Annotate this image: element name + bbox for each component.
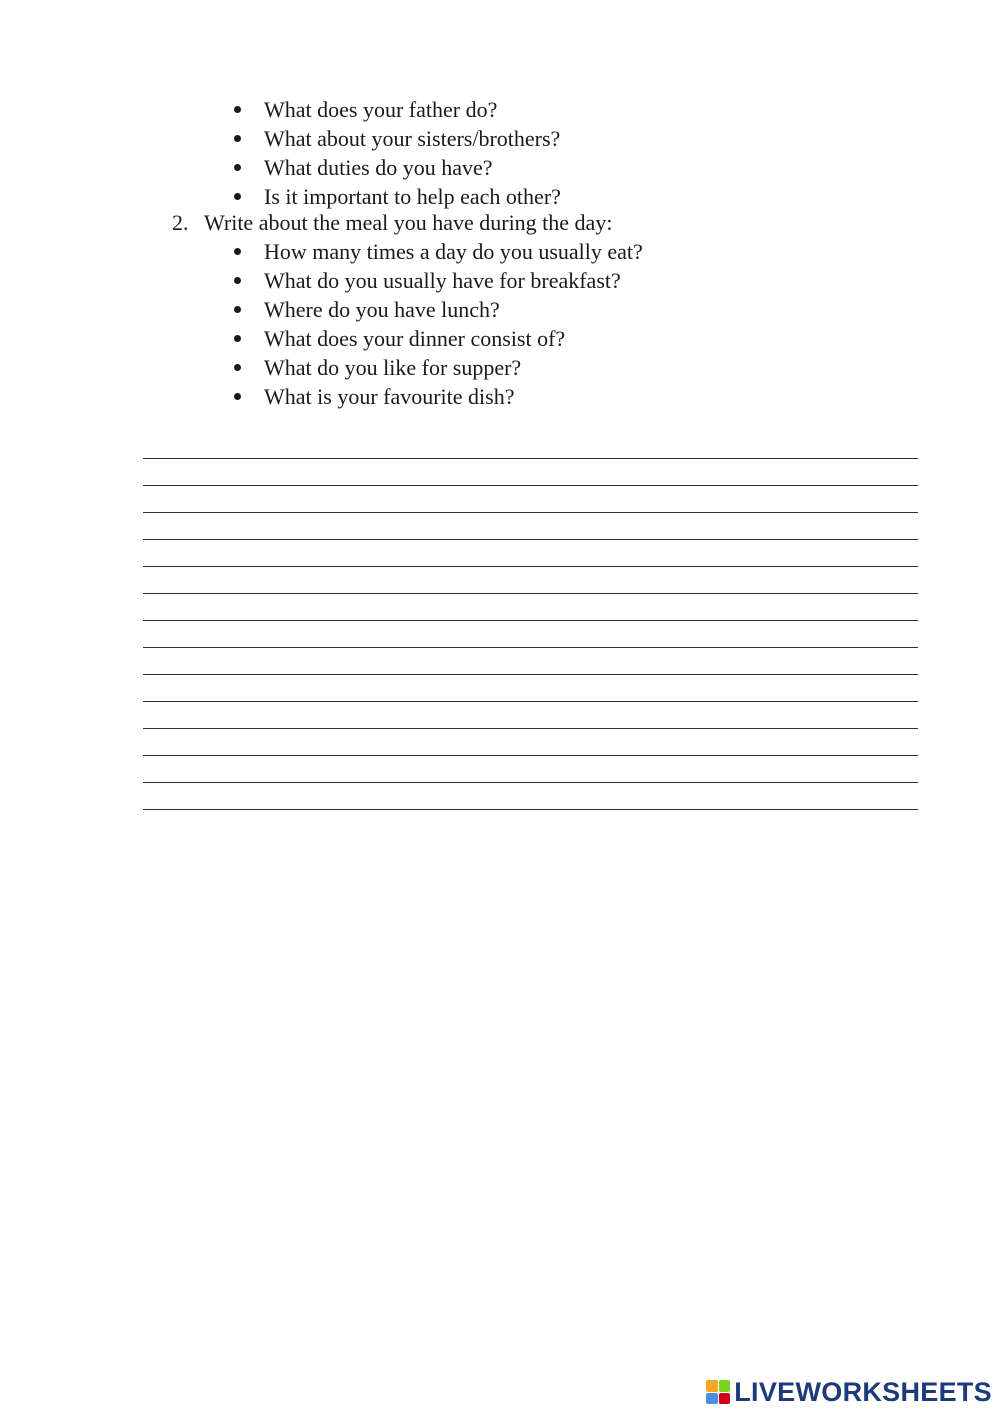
- list-item: What about your sisters/brothers?: [264, 124, 561, 153]
- list-item: What does your father do?: [264, 95, 561, 124]
- writing-line[interactable]: [143, 540, 918, 567]
- writing-line[interactable]: [143, 513, 918, 540]
- writing-line[interactable]: [143, 621, 918, 648]
- bullet-icon: [234, 106, 241, 113]
- list-item: What duties do you have?: [264, 153, 561, 182]
- writing-area[interactable]: [143, 432, 918, 810]
- bullet-icon: [234, 393, 241, 400]
- bullet-icon: [234, 248, 241, 255]
- writing-line[interactable]: [143, 648, 918, 675]
- writing-line[interactable]: [143, 756, 918, 783]
- liveworksheets-logo: [706, 1377, 992, 1407]
- logo-mark-icon: [706, 1380, 730, 1404]
- writing-line[interactable]: [143, 594, 918, 621]
- writing-line[interactable]: [143, 783, 918, 810]
- logo-square: [706, 1393, 718, 1405]
- bullet-icon: [234, 164, 241, 171]
- logo-square: [719, 1380, 731, 1392]
- list-item: Is it important to help each other?: [264, 182, 561, 211]
- task-2-heading: [172, 208, 612, 237]
- list-item: Where do you have lunch?: [264, 295, 643, 324]
- bullet-icon: [234, 364, 241, 371]
- list-item: How many times a day do you usually eat?: [264, 237, 643, 266]
- writing-line[interactable]: [143, 432, 918, 459]
- bullet-icon: [234, 306, 241, 313]
- writing-line[interactable]: [143, 459, 918, 486]
- list-item: What is your favourite dish?: [264, 382, 643, 411]
- task-number: 2.: [172, 210, 189, 235]
- family-questions-list: [264, 95, 561, 211]
- task-instruction: Write about the meal you have during the day:: [204, 210, 613, 235]
- list-item: What do you like for supper?: [264, 353, 643, 382]
- bullet-icon: [234, 135, 241, 142]
- meal-questions-list: [264, 237, 643, 411]
- list-item: What does your dinner consist of?: [264, 324, 643, 353]
- logo-square: [719, 1393, 731, 1405]
- bullet-icon: [234, 277, 241, 284]
- bullet-icon: [234, 335, 241, 342]
- bullet-icon: [234, 193, 241, 200]
- writing-line[interactable]: [143, 567, 918, 594]
- logo-text: LIVEWORKSHEETS: [734, 1376, 992, 1407]
- logo-square: [706, 1380, 718, 1392]
- writing-line[interactable]: [143, 486, 918, 513]
- writing-line[interactable]: [143, 675, 918, 702]
- writing-line[interactable]: [143, 702, 918, 729]
- list-item: What do you usually have for breakfast?: [264, 266, 643, 295]
- writing-line[interactable]: [143, 729, 918, 756]
